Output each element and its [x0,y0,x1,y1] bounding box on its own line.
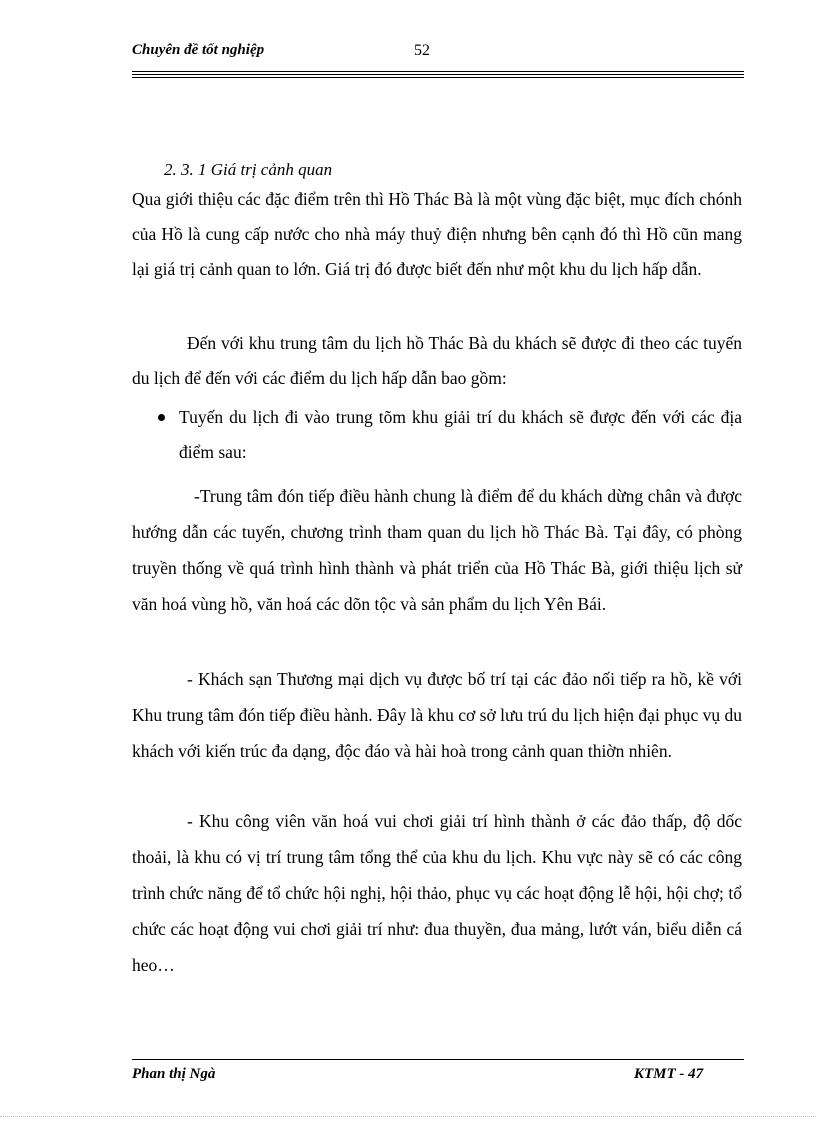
section-heading: 2. 3. 1 Giá trị cảnh quan [164,160,333,179]
header-title: Chuyên đề tốt nghiệp [132,42,265,58]
paragraph-intro: Qua giới thiệu các đặc điểm trên thì Hồ Thác Bà là một vùng đặc biệt, mục đích chónh của Hồ là cung cấp nước cho nhà máy thuỷ điện nhưng bên cạnh đó thì Hồ cũn mang lại giá trị cảnh quan to lớn. Giá trị đó được biết đến như một khu du lịch hấp dẫn. [132,189,742,279]
bullet-item [132,400,742,470]
bullet-icon [158,414,165,421]
header-rule [132,77,744,78]
header-rule [132,71,744,72]
footer-author: Phan thị Ngà [132,1066,216,1082]
header-rule [132,74,744,75]
paragraph-reception: -Trung tâm đón tiếp điều hành chung là điểm để du khách dừng chân và được hướng dẫn các tuyến, chương trình tham quan du lịch hồ Thác Bà. Tại đây, có phòng truyền thống về quá trình hình thành và phát triển của Hồ Thác Bà, giới thiệu lịch sử văn hoá vùng hồ, văn hoá các dõn tộc và sản phẩm du lịch Yên Bái. [132,486,742,614]
page-edge-divider [0,1116,816,1117]
footer-code: KTMT - 47 [634,1066,704,1082]
bullet-text: Tuyến du lịch đi vào trung tõm khu giải trí du khách sẽ được đến với các địa điểm sau: [179,407,742,462]
paragraph-hotel: - Khách sạn Thương mại dịch vụ được bố trí tại các đảo nối tiếp ra hồ, kề với Khu trung tâm đón tiếp điều hành. Đây là khu cơ sở lưu trú du lịch hiện đại phục vụ du khách với kiến trúc đa dạng, độc đáo và hài hoà trong cảnh quan thiờn nhiên. [132,669,742,761]
paragraph-routes: Đến với khu trung tâm du lịch hồ Thác Bà du khách sẽ được đi theo các tuyến du lịch để đến với các điểm du lịch hấp dẫn bao gồm: [132,333,742,388]
paragraph-park: - Khu công viên văn hoá vui chơi giải trí hình thành ở các đảo thấp, độ dốc thoải, là khu có vị trí trung tâm tổng thể của khu du lịch. Khu vực này sẽ có các công trình chức năng để tổ chức hội nghị, hội thảo, phục vụ các hoạt động lễ hội, hội chợ; tổ chức các hoạt động vui chơi giải trí như: đua thuyền, đua mảng, lướt ván, biểu diễn cá heo… [132,811,742,975]
footer-rule [132,1059,744,1060]
page-number: 52 [414,42,430,59]
